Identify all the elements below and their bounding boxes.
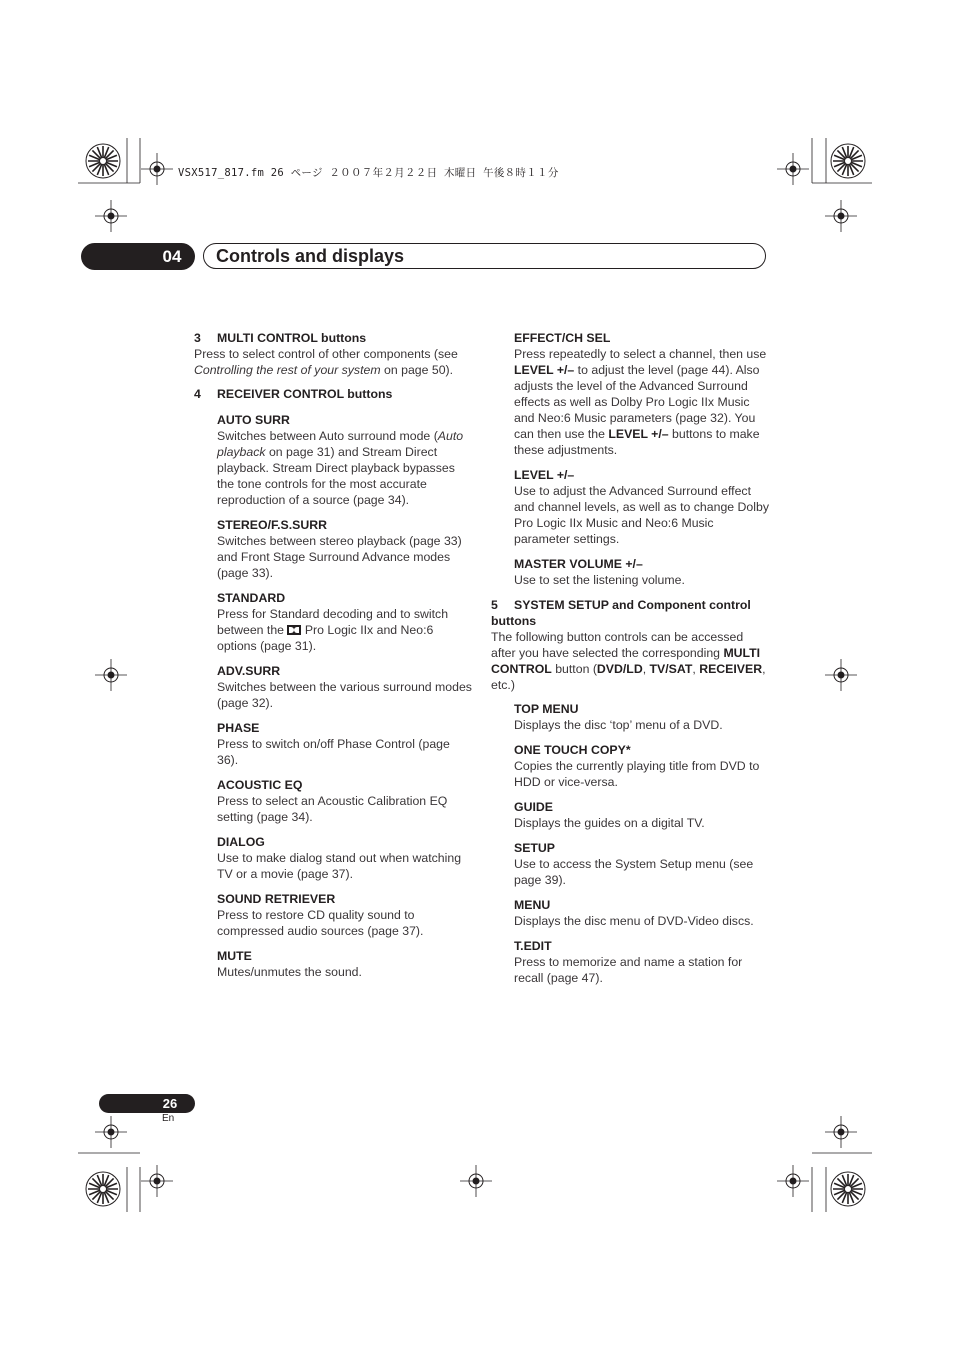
left-column	[194, 330, 474, 989]
item-standard: STANDARD Press for Standard decoding and to switch between the Pro Logic IIx and Neo:6 options (page 31).	[217, 591, 449, 653]
page-language: En	[162, 1113, 175, 1124]
item-mute: MUTE Mutes/unmutes the sound.	[217, 949, 362, 979]
right-column	[491, 330, 769, 995]
item-acoustic-eq: ACOUSTIC EQ Press to select an Acoustic Calibration EQ setting (page 34).	[217, 778, 448, 824]
item-level: LEVEL +/– Use to adjust the Advanced Surround effect and channel levels, as well as to change Dolby Pro Logic IIx Music and Neo:6 Music parameter settings.	[514, 468, 769, 546]
item-top-menu: TOP MENU Displays the disc ‘top’ menu of a DVD.	[514, 702, 723, 732]
item-dialog: DIALOG Use to make dialog stand out when watching TV or a movie (page 37).	[217, 835, 462, 881]
item-sound-retriever: SOUND RETRIEVER Press to restore CD quality sound to compressed audio sources (page 37).	[217, 892, 424, 938]
chapter-title: Controls and displays	[216, 246, 405, 266]
item-setup: SETUP Use to access the System Setup menu (see page 39).	[514, 841, 754, 887]
file-info-header: VSX517_817.fm 26 ページ ２００７年２月２２日 木曜日 午後８時１１分	[178, 167, 559, 179]
dolby-double-d-icon	[287, 625, 301, 635]
item-effect-ch-sel: EFFECT/CH SEL Press repeatedly to select a channel, then use LEVEL +/– to adjust the level (page 44). Also adjusts the level of the Advanced Surround effects as well as Dolby Pro Logic IIx Music and Neo:6 Music parameters (page 32). You can then use the LEVEL +/– buttons to make these adjustments.	[514, 331, 767, 457]
item-t-edit: T.EDIT Press to memorize and name a station for recall (page 47).	[514, 939, 743, 985]
section-4-heading: 4 RECEIVER CONTROL buttons	[194, 387, 393, 401]
section-5-desc: The following button controls can be accessed after you have selected the corresponding MULTI CONTROL button (DVD/LD, TV/SAT, RECEIVER, etc.)	[491, 630, 766, 692]
item-one-touch-copy: ONE TOUCH COPY* Copies the currently playing title from DVD to HDD or vice-versa.	[514, 743, 760, 789]
item-master-volume: MASTER VOLUME +/– Use to set the listening volume.	[514, 557, 685, 587]
section-5-heading: 5 SYSTEM SETUP and Component control buttons	[491, 598, 751, 628]
chapter-number: 04	[162, 247, 182, 266]
item-stereo-fs-surr: STEREO/F.S.SURR Switches between stereo playback (page 33) and Front Stage Surround Advance modes (page 33).	[217, 518, 462, 580]
item-guide: GUIDE Displays the guides on a digital TV.	[514, 800, 705, 830]
item-auto-surr: AUTO SURR Switches between Auto surround mode (Auto playback on page 31) and Stream Direct playback. Stream Direct playback bypasses the tone controls for the most accurate reproduction of a source (page 34).	[217, 413, 464, 507]
item-adv-surr: ADV.SURR Switches between the various surround modes (page 32).	[217, 664, 472, 710]
section-3-heading: 3 MULTI CONTROL buttons	[194, 331, 367, 345]
item-phase: PHASE Press to switch on/off Phase Control (page 36).	[217, 721, 450, 767]
item-menu: MENU Displays the disc menu of DVD-Video discs.	[514, 898, 754, 928]
link-controlling-rest: Controlling the rest of your system	[194, 363, 381, 377]
page-number: 26	[162, 1096, 178, 1111]
section-3-desc: Press to select control of other components (see Controlling the rest of your system on page 50).	[194, 347, 458, 377]
